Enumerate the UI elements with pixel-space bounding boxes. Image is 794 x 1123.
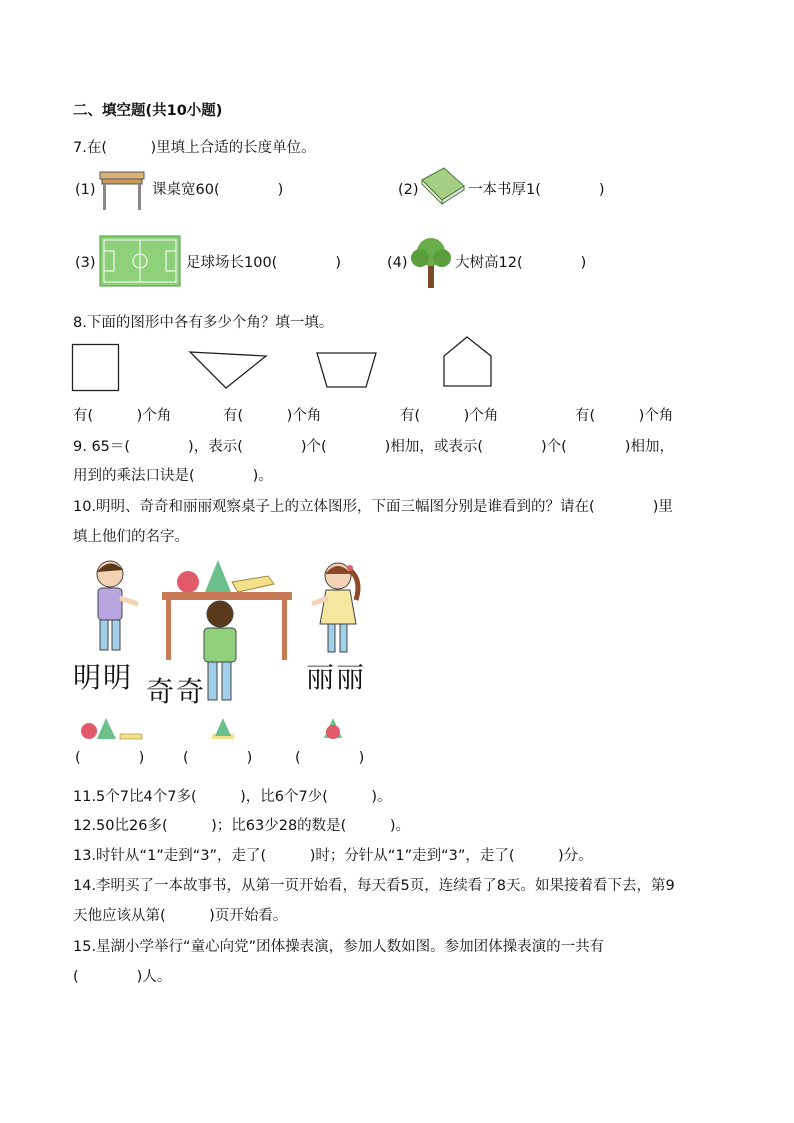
trapezoid-shape xyxy=(316,352,378,388)
q8-stem: 8.下面的图形中各有多少个角？填一填。 xyxy=(73,315,334,331)
name-mingming: 明明 xyxy=(73,661,134,694)
q12: 12.50比26多( )；比63少28的数是( )。 xyxy=(73,818,410,834)
book-icon xyxy=(418,166,466,206)
q10-blank-3[interactable]: ( ) xyxy=(295,750,365,766)
view-1-figure xyxy=(80,716,146,740)
pentagon-house-shape xyxy=(443,336,493,388)
q10-blank-1[interactable]: ( ) xyxy=(75,750,145,766)
tree-icon xyxy=(410,234,452,290)
view-3-figure xyxy=(320,716,346,740)
boy-mingming-figure xyxy=(90,558,142,658)
q15-line2: ( )人。 xyxy=(73,969,172,985)
q14-line2: 天他应该从第( )页开始看。 xyxy=(73,908,288,924)
q7-item3-text: 足球场长100( ) xyxy=(186,255,341,271)
soccer-field-icon xyxy=(100,236,180,286)
q14-line1: 14.李明买了一本故事书，从第一页开始看，每天看5页，连续看了8天。如果接着看下去，第9 xyxy=(73,878,675,894)
q10-line2: 填上他们的名字。 xyxy=(73,529,189,545)
q7-item1-text: 课桌宽60( ) xyxy=(152,182,284,198)
q7-stem: 7.在( )里填上合适的长度单位。 xyxy=(73,140,316,156)
triangle-shape xyxy=(188,350,268,390)
q10-line1: 10.明明、奇奇和丽丽观察桌子上的立体图形，下面三幅图分别是谁看到的？请在( )里 xyxy=(73,499,673,515)
section-title: 二、填空题(共10小题) xyxy=(73,103,223,119)
girl-lili-figure xyxy=(310,560,366,658)
q11: 11.5个7比4个7多( )，比6个7少( )。 xyxy=(73,789,392,805)
name-lili: 丽丽 xyxy=(306,661,367,694)
q7-item4-text: 大树高12( ) xyxy=(455,255,587,271)
q15-line1: 15.星湖小学举行“童心向党”团体操表演，参加人数如图。参加团体操表演的一共有 xyxy=(73,939,605,955)
q7-item3-num: (3) xyxy=(75,255,96,271)
q7-item1-num: (1) xyxy=(75,182,96,198)
q9-line2: 用到的乘法口诀是( )。 xyxy=(73,468,273,484)
view-2-figure xyxy=(210,716,236,740)
q13: 13.时针从“1”走到“3”，走了( )时；分针从“1”走到“3”，走了( )分。 xyxy=(73,848,593,864)
q7-item4-num: (4) xyxy=(387,255,408,271)
q8-answer3: 有( )个角 xyxy=(400,408,499,424)
square-shape xyxy=(72,344,120,392)
q7-item2-num: (2) xyxy=(398,182,419,198)
name-qiqi: 奇奇 xyxy=(146,675,207,708)
q8-answer4: 有( )个角 xyxy=(575,408,674,424)
desk-icon xyxy=(98,168,146,212)
q9-line1: 9. 65＝( )，表示( )个( )相加，或表示( )个( )相加， xyxy=(73,439,674,455)
q8-answer2: 有( )个角 xyxy=(223,408,322,424)
q10-blank-2[interactable]: ( ) xyxy=(183,750,253,766)
q8-answer1: 有( )个角 xyxy=(73,408,172,424)
q7-item2-text: 一本书厚1( ) xyxy=(468,182,605,198)
